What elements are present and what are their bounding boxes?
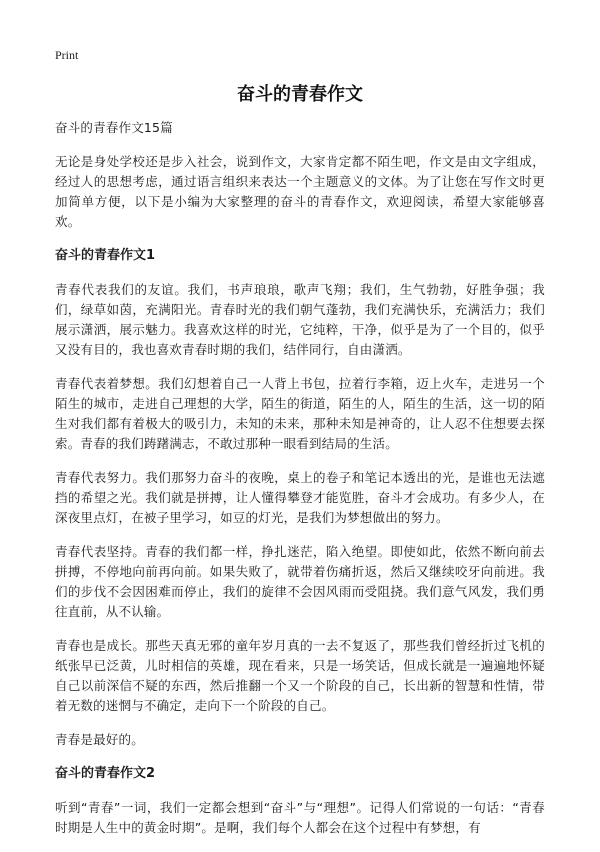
section-paragraph: 青春是最好的。 bbox=[55, 732, 144, 747]
section-heading: 奋斗的青春作文2 bbox=[55, 766, 156, 781]
article-subtitle: 奋斗的青春作文15篇 bbox=[55, 120, 173, 135]
section-paragraph: 青春代表我们的友谊。我们，书声琅琅，歌声飞翔；我们，生气勃勃，好胜争强；我们，绿草如茵，充满阳光。青春时光的我们朝气蓬勃，我们充满快乐，充满活力；我们展示潇洒，展示魅力。我喜欢这样的时光，它纯粹，干净，似乎是为了一个目的，似乎又没有目的，我也喜欢青春时期的我们，结伴同行，自由潇洒。 bbox=[55, 282, 545, 357]
section-paragraph: 青春代表着梦想。我们幻想着自己一人背上书包，拉着行李箱，迈上火车，走进另一个陌生的城市，走进自己理想的大学，陌生的街道，陌生的人，陌生的生活，这一切的陌生对我们都有着极大的吸引力，未知的未来，那种未知是神奇的，让人忍不住想要去探索。青春的我们踌躇满志，不敢过那种一眼看到结局的生活。 bbox=[55, 376, 545, 451]
intro-paragraph: 无论是身处学校还是步入社会，说到作文，大家肯定都不陌生吧，作文是由文字组成，经过人的思想考虑，通过语言组织来表达一个主题意义的文体。为了让您在写作文时更加简单方便，以下是小编为大家整理的奋斗的青春作文，欢迎阅读，希望大家能够喜欢。 bbox=[55, 154, 545, 229]
section-paragraph: 青春代表坚持。青春的我们都一样，挣扎迷茫，陷入绝望。即使如此，依然不断向前去拼搏，不停地向前再向前。如果失败了，就带着伤痛折返，然后又继续咬牙向前进。我们的步伐不会因困难而停止，我们的旋律不会因风雨而受阻挠。我们意气风发，我们勇往直前，从不认输。 bbox=[55, 544, 545, 619]
page-title: 奋斗的青春作文 bbox=[237, 84, 363, 105]
print-link[interactable]: Print bbox=[55, 48, 79, 62]
section-paragraph: 听到“青春”一词，我们一定都会想到“奋斗”与“理想”。记得人们常说的一句话：“青春时期是人生中的黄金时期”。是啊，我们每个人都会在这个过程中有梦想，有 bbox=[55, 800, 545, 835]
section-paragraph: 青春代表努力。我们那努力奋斗的夜晚，桌上的卷子和笔记本透出的光，是谁也无法遮挡的希望之光。我们就是拼搏，让人懂得攀登才能览胜，奋斗才会成功。有多少人，在深夜里点灯，在被子里学习，如豆的灯光，是我们为梦想做出的努力。 bbox=[55, 470, 545, 525]
section-heading: 奋斗的青春作文1 bbox=[55, 248, 156, 263]
article-body bbox=[55, 118, 545, 852]
section-paragraph: 青春也是成长。那些天真无邪的童年岁月真的一去不复返了，那些我们曾经折过飞机的纸张早已泛黄，儿时相信的英雄，现在看来，只是一场笑话，但成长就是一遍遍地怀疑自己以前深信不疑的东西，然后推翻一个又一个阶段的自己，长出新的智慧和性情，带着无数的迷惘与不确定，走向下一个阶段的自己。 bbox=[55, 638, 545, 713]
